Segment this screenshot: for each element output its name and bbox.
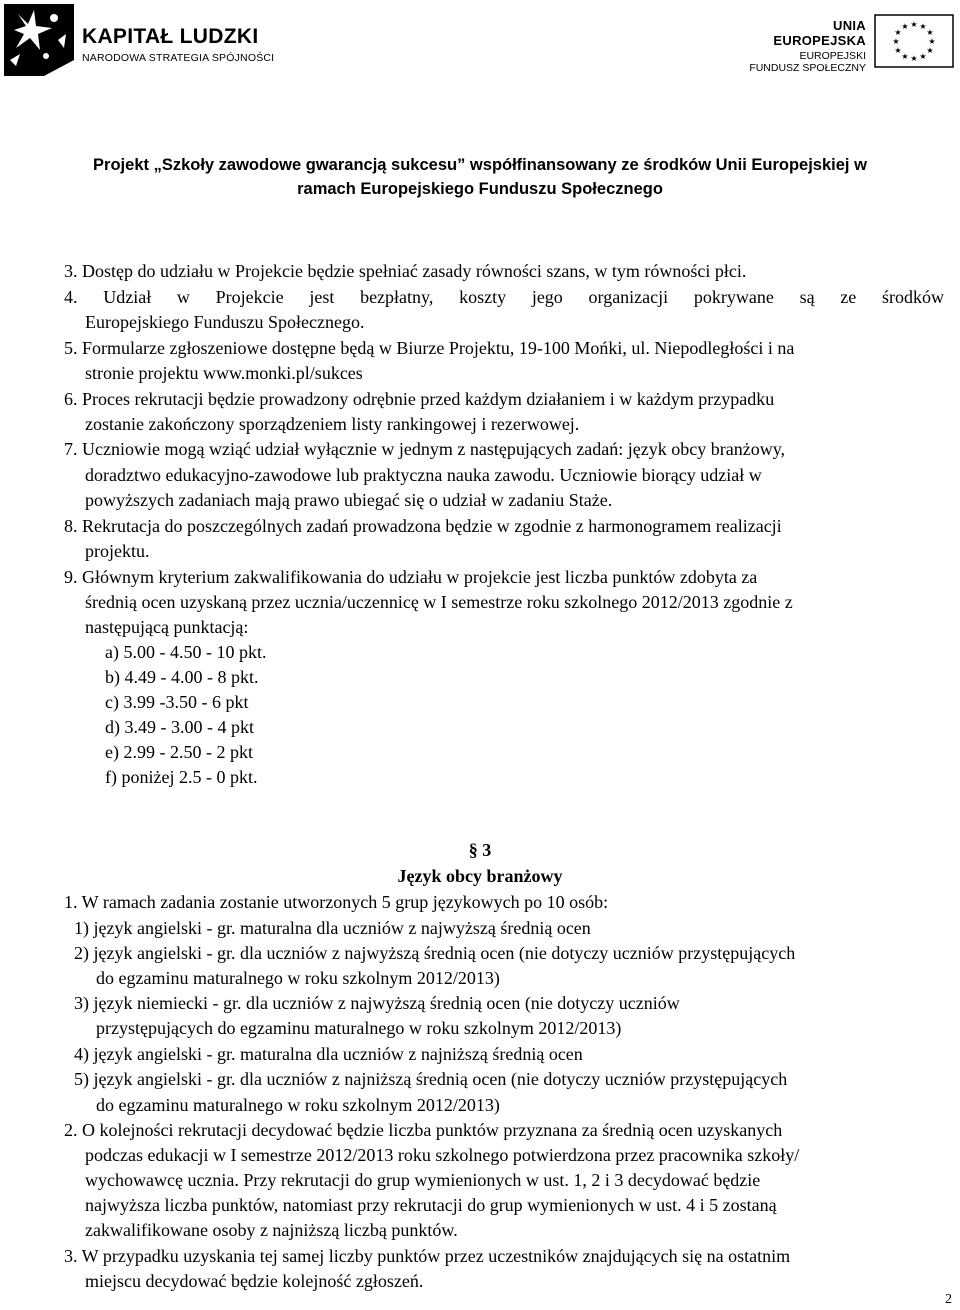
paragraph-line: 6. Proces rekrutacji będzie prowadzony odrębnie przed każdym działaniem i w każdym przypadku [64, 389, 775, 409]
list-item-points: e) 2.99 - 2.50 - 2 pkt [105, 742, 253, 762]
page-number: 2 [945, 1292, 952, 1307]
list-item-points: b) 4.49 - 4.00 - 8 pkt. [105, 667, 259, 687]
list-item: 2) język angielski - gr. dla uczniów z najwyższą średnią ocen (nie dotyczy uczniów przystępujących [74, 943, 796, 963]
list-item: do egzaminu maturalnego w roku szkolnym 2012/2013) [96, 1095, 500, 1115]
eu-logo [700, 0, 960, 80]
paragraph-line: 9. Głównym kryterium zakwalifikowania do udziału w projekcie jest liczba punktów zdobyta za [64, 567, 758, 587]
paragraph-line: miejscu decydować będzie kolejność zgłoszeń. [85, 1271, 424, 1291]
section-title: Język obcy branżowy [397, 866, 563, 886]
paragraph-line: 8. Rekrutacja do poszczególnych zadań prowadzona będzie w zgodnie z harmonogramem realizacji [64, 516, 782, 536]
paragraph-line: 7. Uczniowie mogą wziąć udział wyłącznie w jednym z następujących zadań: język obcy branżowy, [64, 439, 786, 459]
paragraph-line: projektu. [85, 541, 150, 561]
eu-logo-text [748, 18, 866, 74]
list-item: do egzaminu maturalnego w roku szkolnym 2012/2013) [96, 968, 500, 988]
list-item: 3) język niemiecki - gr. dla uczniów z najwyższą średnią ocen (nie dotyczy uczniów [74, 993, 680, 1013]
paragraph-line: 3. Dostęp do udziału w Projekcie będzie spełniać zasady równości szans, w tym równości płci. [64, 261, 747, 281]
paragraph-line: podczas edukacji w I semestrze 2012/2013 roku szkolnego potwierdzona przez pracownika szkoły/ [85, 1145, 800, 1165]
paragraph-line: najwyższa liczba punktów, natomiast przy rekrutacji do grup wymienionych w ust. 4 i 5 zostaną [85, 1195, 777, 1215]
list-item-points: c) 3.99 -3.50 - 6 pkt [105, 692, 249, 712]
paragraph-line: powyższych zadaniach mają prawo ubiegać się o udział w zadaniu Staże. [85, 490, 613, 510]
list-item-points: a) 5.00 - 4.50 - 10 pkt. [105, 642, 267, 662]
eu-logo-line-3: FUNDUSZ SPOŁECZNY [749, 62, 866, 74]
paragraph-line: 1. W ramach zadania zostanie utworzonych 5 grup językowych po 10 osób: [64, 892, 609, 912]
kapital-ludzki-subtitle: NARODOWA STRATEGIA SPÓJNOŚCI [82, 52, 275, 64]
paragraph-line: 2. O kolejności rekrutacji decydować będzie liczba punktów przyznana za średnią ocen uzyskanych [64, 1120, 783, 1140]
list-item-points: d) 3.49 - 3.00 - 4 pkt [105, 717, 254, 737]
eu-logo-line-2: EUROPEJSKI [799, 50, 866, 62]
paragraph-line: Europejskiego Funduszu Społecznego. [85, 312, 365, 332]
eu-logo-line-1: UNIA EUROPEJSKA [773, 18, 866, 48]
svg-text:★: ★ [919, 52, 927, 61]
list-item: przystępujących do egzaminu maturalnego w roku szkolnym 2012/2013) [96, 1018, 622, 1038]
list-item: 5) język angielski - gr. dla uczniów z najniższą średnią ocen (nie dotyczy uczniów przystępujących [74, 1069, 788, 1089]
svg-text:★: ★ [919, 22, 927, 31]
list-item: 1) język angielski - gr. maturalna dla uczniów z najwyższą średnią ocen [74, 918, 591, 938]
svg-text:★: ★ [901, 52, 909, 61]
kapital-ludzki-title: KAPITAŁ LUDZKI [82, 25, 259, 48]
project-heading-line-1: Projekt „Szkoły zawodowe gwarancją sukcesu” współfinansowany ze środków Unii Europejskiej w [93, 156, 867, 174]
eu-flag-icon [874, 14, 954, 68]
svg-text:★: ★ [894, 46, 902, 55]
svg-text:★: ★ [928, 37, 936, 46]
svg-text:★: ★ [910, 20, 918, 29]
project-heading-line-2: ramach Europejskiego Funduszu Społecznego [297, 180, 663, 198]
paragraph-line: 5. Formularze zgłoszeniowe dostępne będą w Biurze Projektu, 19-100 Mońki, ul. Niepodległości i na [64, 338, 795, 358]
paragraph-line: wychowawcę ucznia. Przy rekrutacji do grup wymienionych w ust. 1, 2 i 3 decydować będzie [85, 1170, 761, 1190]
paragraph-line: średnią ocen uzyskaną przez ucznia/uczennicę w I semestrze roku szkolnego 2012/2013 zgodnie z [85, 592, 793, 612]
paragraph-line: stronie projektu www.monki.pl/sukces [85, 363, 363, 383]
list-item: 4) język angielski - gr. maturalna dla uczniów z najniższą średnią ocen [74, 1044, 583, 1064]
paragraph-line: doradztwo edukacyjno-zawodowe lub praktyczna nauka zawodu. Uczniowie biorący udział w [85, 465, 762, 485]
paragraph-line: następującą punktacją: [85, 617, 249, 637]
paragraph-line: 3. W przypadku uzyskania tej samej liczby punktów przez uczestników znajdujących się na ostatnim [64, 1246, 791, 1266]
svg-text:★: ★ [910, 54, 918, 63]
svg-text:★: ★ [901, 22, 909, 31]
kapital-ludzki-emblem-icon [4, 4, 74, 76]
svg-text:★: ★ [926, 28, 934, 37]
kapital-ludzki-logo [0, 0, 300, 80]
project-heading [40, 153, 920, 201]
list-item-points: f) poniżej 2.5 - 0 pkt. [105, 767, 258, 787]
paragraph-line: 4. Udział w Projekcie jest bezpłatny, koszty jego organizacji pokrywane są ze środków [64, 287, 944, 307]
paragraph-line: zakwalifikowane osoby z najniższą liczbą punktów. [85, 1220, 458, 1240]
section-number: § 3 [468, 840, 492, 860]
svg-text:★: ★ [894, 28, 902, 37]
svg-text:★: ★ [892, 37, 900, 46]
paragraph-line: zostanie zakończony sporządzeniem listy rankingowej i rezerwowej. [85, 414, 580, 434]
svg-text:★: ★ [926, 46, 934, 55]
